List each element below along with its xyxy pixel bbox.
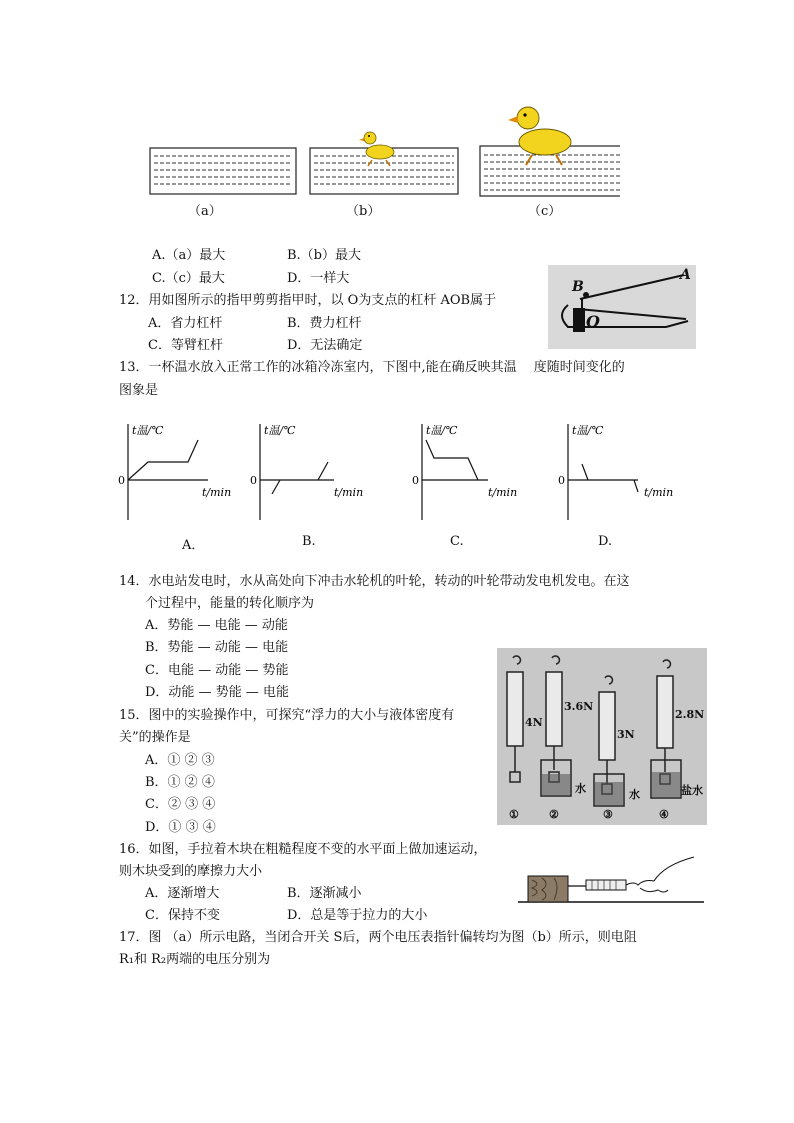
q15-stem-line2: 关”的操作是 [119, 730, 191, 745]
duck-caption-c: （c） [528, 204, 562, 219]
q13-option-d[interactable]: D. [598, 534, 613, 549]
svg-text:0: 0 [558, 474, 565, 487]
q13-graph-a [118, 418, 238, 526]
q12-option-d[interactable]: D．无法确定 [287, 338, 363, 353]
svg-text:④: ④ [659, 808, 669, 821]
q15-option-b[interactable]: B．① ② ④ [145, 775, 215, 790]
q16-option-c[interactable]: C．保持不变 [145, 908, 220, 923]
svg-text:3N: 3N [617, 728, 635, 741]
q12-option-a[interactable]: A．省力杠杆 [148, 316, 223, 331]
svg-text:水: 水 [629, 788, 640, 801]
q13-stem-line1: 13．一杯温水放入正常工作的冰箱冷冻室内，下图中,能在确反映其温 度随时间变化的 [119, 360, 625, 375]
q11-option-a[interactable]: A.（a）最大 [152, 248, 226, 263]
q14-option-b[interactable]: B．势能 — 动能 — 电能 [145, 640, 289, 655]
svg-text:4N: 4N [525, 716, 543, 729]
duck-caption-a: （a） [188, 204, 222, 219]
q13-stem-line2: 图象是 [119, 383, 159, 398]
svg-text:t温/℃: t温/℃ [426, 424, 458, 437]
svg-text:3.6N: 3.6N [564, 700, 594, 713]
q16-option-d[interactable]: D．总是等于拉力的大小 [287, 908, 428, 923]
q14-stem-line1: 14．水电站发电时，水从高处向下冲击水轮机的叶轮，转动的叶轮带动发电机发电。在这 [119, 574, 630, 589]
svg-text:t/min: t/min [202, 486, 232, 499]
q14-option-a[interactable]: A．势能 — 电能 — 动能 [145, 618, 288, 633]
svg-text:②: ② [549, 808, 559, 821]
spring-scale-figure [497, 648, 707, 825]
q12-option-c[interactable]: C．等臂杠杆 [148, 338, 223, 353]
svg-text:2.8N: 2.8N [675, 708, 705, 721]
q11-option-d[interactable]: D．一样大 [287, 271, 350, 286]
q16-stem-line2: 则木块受到的摩擦力大小 [119, 864, 263, 879]
q12-option-b[interactable]: B．费力杠杆 [287, 316, 362, 331]
svg-text:t温/℃: t温/℃ [572, 424, 604, 437]
q13-graph-d [558, 418, 688, 526]
q15-option-a[interactable]: A．① ② ③ [145, 753, 215, 768]
q11-option-c[interactable]: C.（c）最大 [152, 271, 225, 286]
q16-option-b[interactable]: B．逐渐减小 [287, 886, 362, 901]
q14-option-d[interactable]: D．动能 — 势能 — 电能 [145, 685, 289, 700]
q17-stem-line1: 17．图 （a）所示电路，当闭合开关 S后，两个电压表指针偏转均为图（b）所示，则电阻 [119, 930, 637, 945]
svg-text:0: 0 [412, 474, 419, 487]
q17-stem-line2: R₁和 R₂两端的电压分别为 [119, 952, 271, 967]
q16-option-a[interactable]: A．逐渐增大 [145, 886, 220, 901]
clipper-label-b: B [572, 279, 584, 295]
svg-text:③: ③ [603, 808, 613, 821]
duck-large-icon [508, 107, 571, 165]
svg-text:①: ① [509, 808, 519, 821]
svg-text:0: 0 [250, 474, 257, 487]
svg-text:水: 水 [575, 782, 586, 795]
duck-caption-b: （b） [346, 204, 381, 219]
duck-small-icon [359, 132, 394, 166]
q15-option-d[interactable]: D．① ③ ④ [145, 820, 216, 835]
q11-option-b[interactable]: B.（b）最大 [287, 248, 362, 263]
q13-option-b[interactable]: B. [302, 534, 316, 549]
svg-text:t温/℃: t温/℃ [132, 424, 164, 437]
nail-clipper-figure [548, 265, 696, 349]
q15-stem-line1: 15．图中的实验操作中，可探究“浮力的大小与液体密度有 [119, 708, 455, 723]
q14-stem-line2: 个过程中，能量的转化顺序为 [145, 596, 315, 611]
svg-text:盐水: 盐水 [681, 784, 703, 797]
q13-graph-b [250, 418, 370, 526]
q12-stem: 12．用如图所示的指甲剪剪指甲时，以 O为支点的杠杆 AOB属于 [119, 293, 497, 308]
q16-stem-line1: 16．如图，手拉着木块在粗糙程度不变的水平面上做加速运动， [119, 842, 487, 857]
q13-option-a[interactable]: A． [182, 538, 205, 553]
svg-text:t温/℃: t温/℃ [264, 424, 296, 437]
q13-graph-c [412, 418, 532, 526]
wooden-block-figure [516, 848, 708, 906]
svg-text:t/min: t/min [644, 486, 674, 499]
clipper-label-o: O [586, 312, 600, 331]
q15-option-c[interactable]: C．② ③ ④ [145, 797, 216, 812]
svg-text:0: 0 [118, 474, 125, 487]
svg-text:t/min: t/min [334, 486, 364, 499]
q14-option-c[interactable]: C．电能 — 动能 — 势能 [145, 663, 289, 678]
q13-option-c[interactable]: C. [450, 534, 464, 549]
clipper-label-a: A [680, 267, 691, 283]
svg-text:t/min: t/min [488, 486, 518, 499]
